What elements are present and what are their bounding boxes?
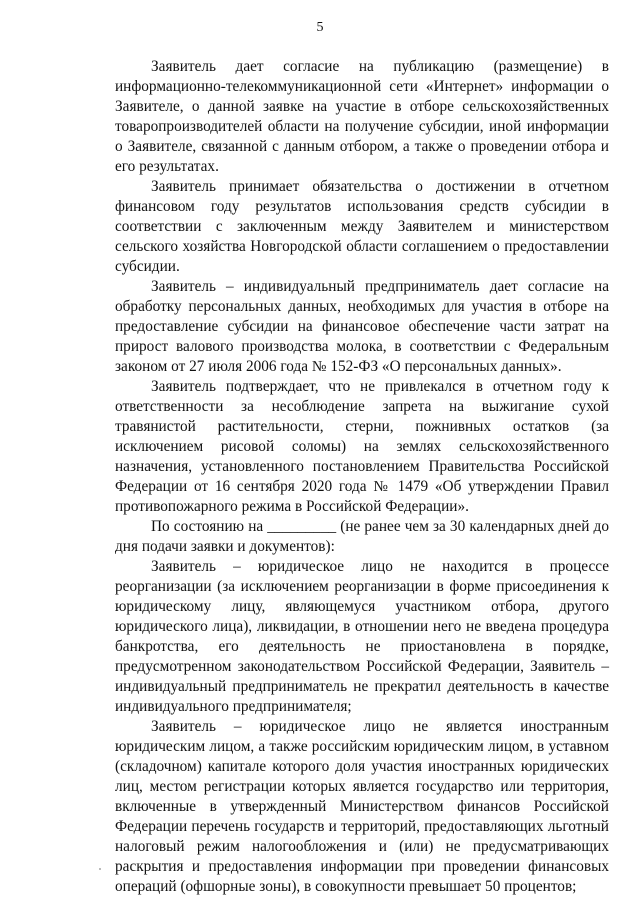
paragraph-publication-consent: Заявитель дает согласие на публикацию (размещение) в информационно-телекоммуникационной сети «Интернет» информации о Заявителе, о данной заявке на участие в отборе сельскохозяйственных товаропроизводителей области на получение субсидии, иной информации о Заявителе, связанной с данным отбором, а также о проведении отбора и его результатах. xyxy=(115,58,609,175)
paragraph-fire-ban-confirmation: Заявитель подтверждает, что не привлекался в отчетном году к ответственности за несоблюдение запрета на выжигание сухой травянистой растительности, стерни, пожнивных остатков (за исключением рисовой соломы) на землях сельскохозяйственного назначения, установленного постановлением Правительства Российской Федерации от 16 сентября 2020 года № 1479 «Об утверждении Правил противопожарного режима в Российской Федерации». xyxy=(115,378,609,515)
paragraph-as-of-date: По состоянию на _________ (не ранее чем за 30 календарных дней до дня подачи заявки и документов): xyxy=(115,518,609,555)
paragraph-obligations: Заявитель принимает обязательства о достижении в отчетном финансовом году результатов использования средств субсидии в соответствии с заключенным между Заявителем и министерством сельского хозяйства Новгородской области соглашением о предоставлении субсидии. xyxy=(115,178,609,275)
scan-speck xyxy=(99,868,101,870)
page-number: 5 xyxy=(316,20,324,35)
paragraph-not-in-reorganization: Заявитель – юридическое лицо не находится в процессе реорганизации (за исключением реорганизации в форме присоединения к юридическому лицу, являющемуся участником отбора, другого юридического лица), ликвидации, в отношении него не введена процедура банкротства, его деятельность не приостановлена в порядке, предусмотренном законодательством Российской Федерации, Заявитель – индивидуальный предприниматель не прекратил деятельность в качестве индивидуального предпринимателя; xyxy=(115,558,609,715)
paragraph-not-foreign-entity: Заявитель – юридическое лицо не является иностранным юридическим лицом, а также российским юридическим лицом, в уставном (складочном) капитале которого доля участия иностранных юридических лиц, местом регистрации которых является государство или территория, включенные в утвержденный Министерством финансов Российской Федерации перечень государств и территорий, предоставляющих льготный налоговый режим налогообложения и (или) не предусматривающих раскрытия и предоставления информации при проведении финансовых операций (офшорные зоны), в совокупности превышает 50 процентов; xyxy=(115,718,609,895)
document-body xyxy=(115,57,609,897)
paragraph-personal-data-consent: Заявитель – индивидуальный предприниматель дает согласие на обработку персональных данных, необходимых для участия в отборе на предоставление субсидии на финансовое обеспечение части затрат на прирост валового производства молока, в соответствии с Федеральным законом от 27 июля 2006 года № 152-ФЗ «О персональных данных». xyxy=(115,278,609,375)
